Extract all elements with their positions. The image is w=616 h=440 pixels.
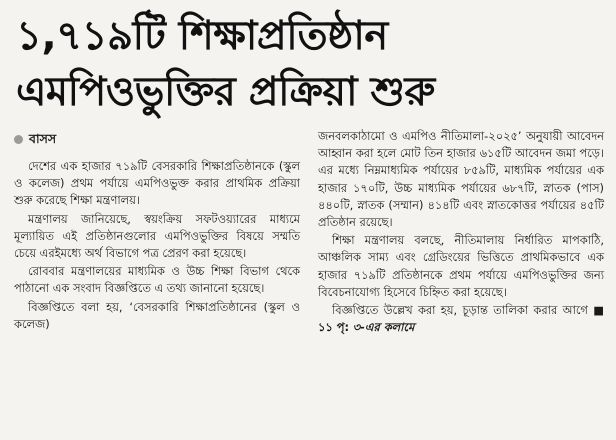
continued-column-ref: ৩-এর কলামে [352,320,415,335]
column-right [318,128,604,440]
byline [14,128,300,150]
headline [16,8,606,120]
bullet-dot-icon [14,135,23,144]
paragraph: মন্ত্রণালয় জানিয়েছে, স্বয়ংক্রিয় সফটওয়্যারের মাধ্যমে মূল্যায়িত এই প্রতিষ্ঠানগুলোর এমপিওভুক্তির বিষয়ে সম্মতি চেয়ে এরইমধ্যে অর্থ বিভাগে পত্র প্রেরণ করা হয়েছে। [14,211,300,261]
paragraph: দেশের এক হাজার ৭১৯টি বেসরকারি শিক্ষাপ্রতিষ্ঠানকে (স্কুল ও কলেজ) প্রথম পর্যায়ে এমপিওভুক্ত করার প্রাথমিক প্রক্রিয়া শুরু করেছে শিক্ষা মন্ত্রণালয়। [14,159,300,208]
paragraph-last [318,302,604,336]
headline-line-2: এমপিওভুক্তির প্রক্রিয়া শুরু [16,69,435,115]
article-body [14,128,604,440]
paragraph: শিক্ষা মন্ত্রণালয় বলছে, নীতিমালায় নির্ধারিত মাপকাঠি, আঞ্চলিক সাম্য এবং গ্রেডিংয়ের ভিত্তিতে প্রাথমিকভাবে এক হাজার ৭১৯টি প্রতিষ্ঠানকে প্রথম পর্যায়ে এমপিওভুক্তির জন্য বিবেচনাযোগ্য হিসেবে চিহ্নিত করা হয়েছে। [318,233,604,299]
paragraph: রোববার মন্ত্রণালয়ের মাধ্যমিক ও উচ্চ শিক্ষা বিভাগ থেকে পাঠানো এক সংবাদ বিজ্ঞপ্তিতে এ তথ্য জানানো হয়েছে। [14,264,300,296]
byline-source: বাসস [29,131,57,147]
column-left [14,128,300,440]
paragraph: বিজ্ঞপ্তিতে বলা হয়, ‘বেসরকারি শিক্ষাপ্রতিষ্ঠানের (স্কুল ও কলেজ) [14,299,300,331]
headline-line-1: ১,৭১৯টি শিক্ষাপ্রতিষ্ঠান [16,13,388,59]
paragraph-continued: জনবলকাঠামো ও এমপিও নীতিমালা-২০২৫’ অনুযায়ী আবেদন আহ্বান করা হলে মোট তিন হাজার ৬১৫টি আবেদন জমা পড়ে। এর মধ্যে নিম্নমাধ্যমিক পর্যায়ের ৮৫৯টি, মাধ্যমিক পর্যায়ের এক হাজার ১৭০টি, উচ্চ মাধ্যমিক পর্যায়ের ৬৮৭টি, স্নাতক (পাস) ৪৪০টি, স্নাতক (সম্মান) ৪১৪টি এবং স্নাতকোত্তর পর্যায়ের ৪৫টি প্রতিষ্ঠান রয়েছে। [318,129,604,230]
continued-page-marker: ■ ১১ পৃ: [318,303,604,335]
paragraph-text: বিজ্ঞপ্তিতে উল্লেখ করা হয়, চূড়ান্ত তালিকা করার আগে [332,303,588,318]
